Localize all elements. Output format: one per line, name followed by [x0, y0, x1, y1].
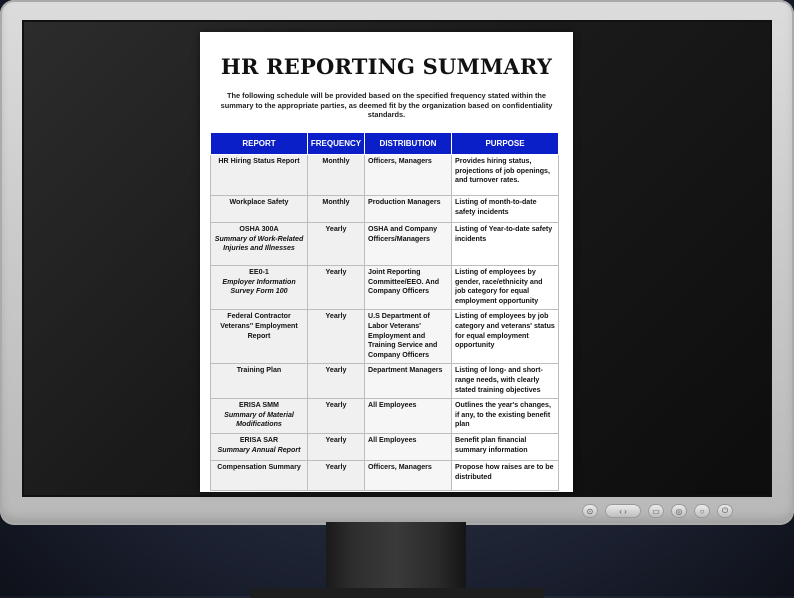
- power-icon[interactable]: ⏻: [717, 504, 733, 518]
- report-name: Workplace Safety: [229, 198, 289, 206]
- cell-report: [211, 433, 308, 460]
- document-page: [200, 32, 573, 492]
- cell-report: [211, 310, 308, 364]
- cell-report: [211, 460, 308, 490]
- report-subtitle: Summary Annual Report: [217, 445, 301, 454]
- table-row: [211, 155, 559, 196]
- input-icon[interactable]: ▭: [648, 504, 664, 518]
- column-header-report: REPORT: [211, 133, 308, 155]
- cell-frequency: Yearly: [308, 364, 365, 399]
- hr-report-table: [210, 132, 559, 491]
- report-name: Federal Contractor Veterans'' Employment Report: [220, 312, 298, 340]
- cell-frequency: Yearly: [308, 433, 365, 460]
- column-header-purpose: PURPOSE: [452, 133, 559, 155]
- monitor-controls: [582, 503, 733, 519]
- table-row: [211, 223, 559, 266]
- table-row: [211, 433, 559, 460]
- report-subtitle: Employer Information Survey Form 100: [222, 277, 296, 296]
- cell-distribution: All Employees: [365, 433, 452, 460]
- report-name: Training Plan: [236, 366, 282, 375]
- cell-report: [211, 266, 308, 310]
- document-title: HR REPORTING SUMMARY: [220, 54, 553, 79]
- report-name: OSHA 300A: [239, 225, 279, 233]
- cell-purpose: Benefit plan financial summary information: [452, 433, 559, 460]
- cell-distribution: Officers, Managers: [365, 155, 452, 196]
- cell-purpose: Listing of Year-to-date safety incidents: [452, 223, 559, 266]
- cell-purpose: Listing of employees by job category and veterans' status for equal employment opportunity: [452, 310, 559, 364]
- table-row: [211, 310, 559, 364]
- adjust-icon[interactable]: ‹ ›: [605, 504, 641, 518]
- cell-frequency: Yearly: [308, 266, 365, 310]
- monitor-stand-base: [250, 588, 544, 598]
- report-name: HR Hiring Status Report: [218, 157, 300, 165]
- cell-distribution: Officers, Managers: [365, 460, 452, 490]
- cell-distribution: Joint Reporting Committee/EEO. And Company Officers: [365, 266, 452, 310]
- cell-purpose: Listing of employees by gender, race/ethnicity and job category for equal employment opportunity: [452, 266, 559, 310]
- cell-distribution: U.S Department of Labor Veterans' Employment and Training Service and Company Officers: [365, 310, 452, 364]
- table-row: [211, 364, 559, 399]
- monitor-stand: [326, 522, 466, 596]
- cell-report: [211, 223, 308, 266]
- report-name: EE0-1: [249, 268, 269, 276]
- cell-distribution: Production Managers: [365, 196, 452, 223]
- cell-frequency: Monthly: [308, 196, 365, 223]
- table-row: [211, 266, 559, 310]
- cell-distribution: OSHA and Company Officers/Managers: [365, 223, 452, 266]
- table-header-row: [211, 133, 559, 155]
- table-row: [211, 399, 559, 434]
- cell-report: [211, 399, 308, 434]
- cell-distribution: All Employees: [365, 399, 452, 434]
- cell-frequency: Yearly: [308, 399, 365, 434]
- cell-purpose: Provides hiring status, projections of job openings, and turnover rates.: [452, 155, 559, 196]
- table-row: [211, 460, 559, 490]
- cell-frequency: Yearly: [308, 223, 365, 266]
- menu-icon[interactable]: ⊙: [582, 504, 598, 518]
- column-header-frequency: FREQUENCY: [308, 133, 365, 155]
- auto-icon[interactable]: ○: [694, 504, 710, 518]
- report-name: ERISA SMM: [239, 401, 279, 410]
- cell-purpose: Outlines the year's changes, if any, to the existing benefit plan: [452, 399, 559, 434]
- cell-frequency: Monthly: [308, 155, 365, 196]
- cell-purpose: Propose how raises are to be distributed: [452, 460, 559, 490]
- cell-frequency: Yearly: [308, 460, 365, 490]
- cell-report: [211, 155, 308, 196]
- report-subtitle: Summary of Work-Related Injuries and Illnesses: [214, 234, 304, 253]
- cell-purpose: Listing of month-to-date safety incidents: [452, 196, 559, 223]
- table-row: [211, 196, 559, 223]
- cell-report: [211, 364, 308, 399]
- report-name: ERISA SAR: [239, 435, 279, 444]
- cell-distribution: Department Managers: [365, 364, 452, 399]
- brightness-icon[interactable]: ◎: [671, 504, 687, 518]
- report-subtitle: Summary of Material Modifications: [224, 410, 294, 429]
- cell-report: [211, 196, 308, 223]
- column-header-distribution: DISTRIBUTION: [365, 133, 452, 155]
- cell-frequency: Yearly: [308, 310, 365, 364]
- cell-purpose: Listing of long- and short-range needs, with clearly stated training objectives: [452, 364, 559, 399]
- document-intro: The following schedule will be provided based on the specified frequency stated within the summary to the appropriate parties, as deemed fit by the organization based on confidentiality standards.: [220, 91, 553, 119]
- report-name: Compensation Summary: [217, 462, 301, 471]
